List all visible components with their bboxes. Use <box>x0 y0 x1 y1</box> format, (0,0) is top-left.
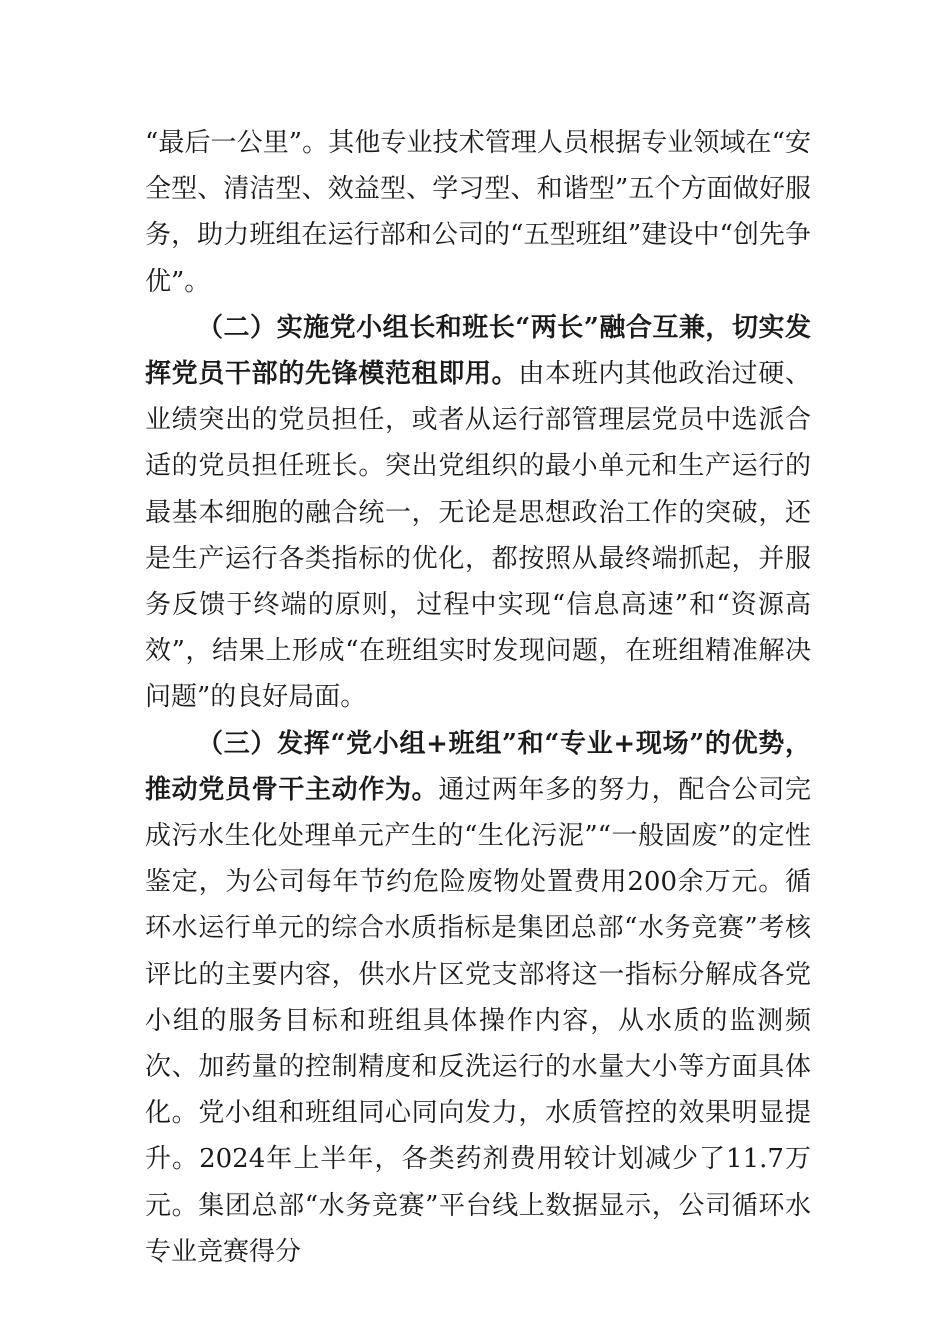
paragraph-text: 由本班内其他政治过硬、业绩突出的党员担任，或者从运行部管理层党员中选派合适的党员担任班长。突出党组织的最小单元和生产运行的最基本细胞的融合统一，无论是思想政治工作的突破，还是生产运行各类指标的优化，都按照从最终端抓起，并服务反馈于终端的原则，过程中实现“信息高速”和“资源高效”，结果上形成“在班组实时发现问题，在班组精准解决问题”的良好局面。 <box>145 359 811 713</box>
document-body <box>145 120 811 1275</box>
section-heading-two: （二）实施党小组长和班长“两长”融合互兼，切实发挥党员干部的先锋模范租即用。 <box>145 312 811 390</box>
paragraph-section-three <box>145 721 811 1275</box>
section-heading-three: （三）发挥“党小组+班组”和“专业+现场”的优势，推动党员骨干主动作为。 <box>145 728 811 805</box>
paragraph-section-two <box>145 305 811 721</box>
paragraph-continuation <box>145 120 811 305</box>
paragraph-text: 通过两年多的努力，配合公司完成污水生化处理单元产生的“生化污泥”“一般固废”的定性鉴定，为公司每年节约危险废物处置费用200余万元。循环水运行单元的综合水质指标是集团总部“水务竞赛”考核评比的主要内容，供水片区党支部将这一指标分解成各党小组的服务目标和班组具体操作内容，从水质的监测频次、加药量的控制精度和反洗运行的水量大小等方面具体化。党小组和班组同心同向发力，水质管控的效果明显提升。2024年上半年，各类药剂费用较计划减少了11.7万元。集团总部“水务竞赛”平台线上数据显示，公司循环水专业竞赛得分 <box>145 774 811 1267</box>
paragraph-text: “最后一公里”。其他专业技术管理人员根据专业领域在“安全型、清洁型、效益型、学习型、和谐型”五个方面做好服务，助力班组在运行部和公司的“五型班组”建设中“创先争优”。 <box>145 128 811 297</box>
